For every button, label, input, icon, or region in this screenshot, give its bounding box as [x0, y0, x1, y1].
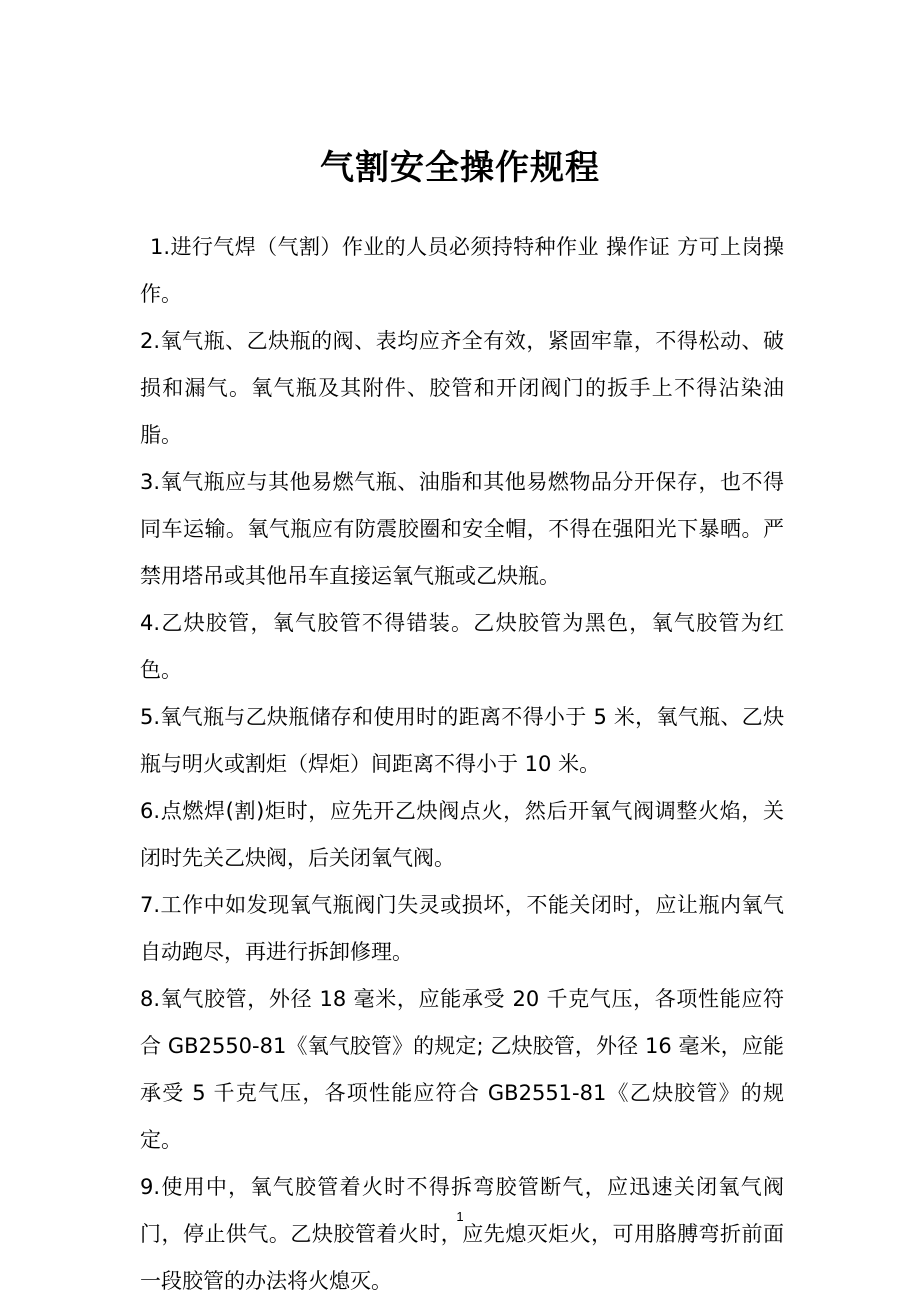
paragraph-8: 8.氧气胶管，外径 18 毫米，应能承受 20 千克气压，各项性能应符合 GB2550-81《氧气胶管》的规定; 乙炔胶管，外径 16 毫米，应能承受 5 千克气压，各项性能应符合 GB2551-81《乙炔胶管》的规定。	[140, 987, 784, 1152]
paragraph-2: 2.氧气瓶、乙炔瓶的阀、表均应齐全有效，紧固牢靠，不得松动、破损和漏气。氧气瓶及其附件、胶管和开闭阀门的扳手上不得沾染油脂。	[140, 329, 784, 447]
paragraph-5: 5.氧气瓶与乙炔瓶储存和使用时的距离不得小于 5 米，氧气瓶、乙炔瓶与明火或割炬（焊炬）间距离不得小于 10 米。	[140, 705, 784, 776]
paragraph-9: 9.使用中，氧气胶管着火时不得拆弯胶管断气，应迅速关闭氧气阀门，停止供气。乙炔胶管着火时，应先熄灭炬火，可用胳膊弯折前面一段胶管的办法将火熄灭。	[140, 1175, 784, 1293]
paragraph-3: 3.氧气瓶应与其他易燃气瓶、油脂和其他易燃物品分开保存，也不得同车运输。氧气瓶应有防震胶圈和安全帽，不得在强阳光下暴晒。严禁用塔吊或其他吊车直接运氧气瓶或乙炔瓶。	[140, 470, 784, 588]
paragraph-4: 4.乙炔胶管，氧气胶管不得错装。乙炔胶管为黑色，氧气胶管为红色。	[140, 611, 784, 682]
paragraph-6: 6.点燃焊(割)炬时，应先开乙炔阀点火，然后开氧气阀调整火焰，关闭时先关乙炔阀，后关闭氧气阀。	[140, 799, 784, 870]
page-number: 1	[456, 1209, 464, 1224]
document-body	[140, 224, 784, 1305]
paragraph-1: 1.进行气焊（气割）作业的人员必须持特种作业 操作证 方可上岗操作。	[140, 235, 784, 306]
paragraph-7: 7.工作中如发现氧气瓶阀门失灵或损坏，不能关闭时，应让瓶内氧气自动跑尽，再进行拆卸修理。	[140, 893, 784, 964]
document-title: 气割安全操作规程	[320, 148, 600, 188]
